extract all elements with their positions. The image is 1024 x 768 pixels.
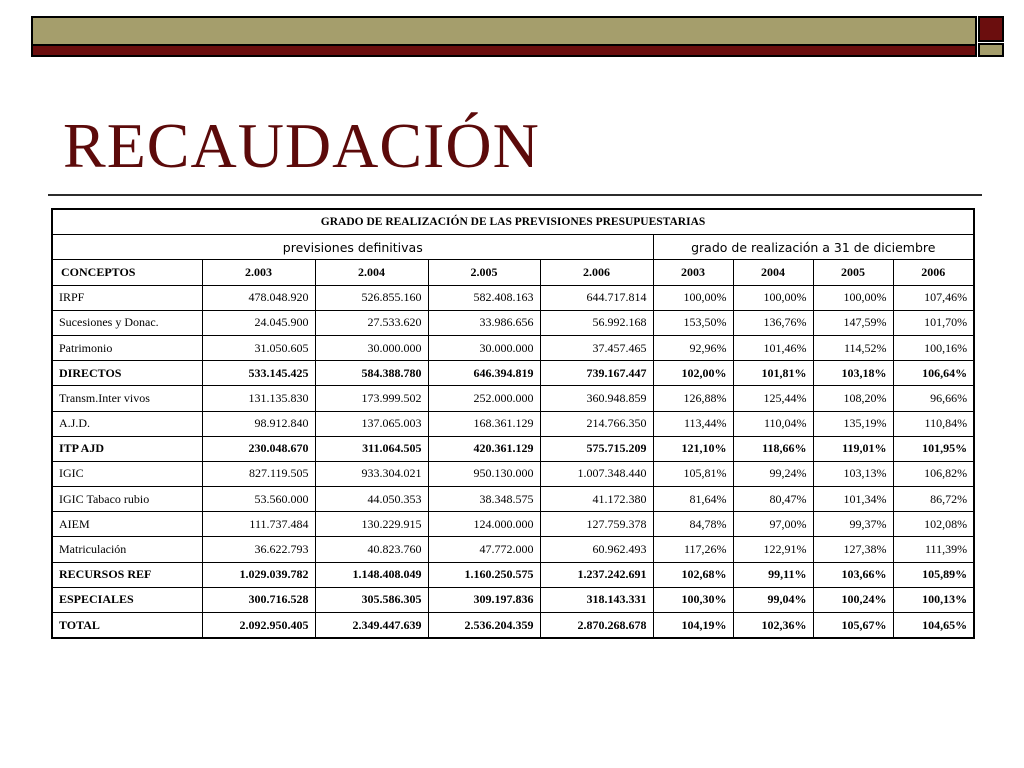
table-cell: 173.999.502 (315, 386, 428, 411)
table-cell: 44.050.353 (315, 487, 428, 512)
table-cell: 99,11% (733, 562, 813, 587)
column-header: 2003 (653, 260, 733, 285)
table-cell: 47.772.000 (428, 537, 540, 562)
table-cell: 100,00% (733, 285, 813, 310)
group-header-previsiones: previsiones definitivas (52, 235, 653, 260)
table-cell: 950.130.000 (428, 461, 540, 486)
row-concept: Matriculación (52, 537, 202, 562)
table-cell: 31.050.605 (202, 335, 315, 360)
table-cell: 125,44% (733, 386, 813, 411)
table-cell: 136,76% (733, 310, 813, 335)
table-cell: 103,13% (813, 461, 893, 486)
table-cell: 27.533.620 (315, 310, 428, 335)
table-cell: 126,88% (653, 386, 733, 411)
table-cell: 122,91% (733, 537, 813, 562)
table-cell: 119,01% (813, 436, 893, 461)
table-cell: 98.912.840 (202, 411, 315, 436)
table-cell: 214.766.350 (540, 411, 653, 436)
table-cell: 99,04% (733, 587, 813, 612)
row-concept: TOTAL (52, 613, 202, 639)
table-cell: 309.197.836 (428, 587, 540, 612)
table-cell: 99,24% (733, 461, 813, 486)
table-cell: 81,64% (653, 487, 733, 512)
table-cell: 533.145.425 (202, 361, 315, 386)
table-cell: 147,59% (813, 310, 893, 335)
column-header: 2006 (893, 260, 974, 285)
table-cell: 24.045.900 (202, 310, 315, 335)
table-cell: 933.304.021 (315, 461, 428, 486)
table-cell: 1.029.039.782 (202, 562, 315, 587)
row-concept: DIRECTOS (52, 361, 202, 386)
table-cell: 360.948.859 (540, 386, 653, 411)
table-cell: 30.000.000 (428, 335, 540, 360)
table-cell: 739.167.447 (540, 361, 653, 386)
column-header: 2005 (813, 260, 893, 285)
table-cell: 110,84% (893, 411, 974, 436)
table-cell: 60.962.493 (540, 537, 653, 562)
group-header-grado: grado de realización a 31 de diciembre (653, 235, 974, 260)
table-row (52, 361, 974, 386)
table-cell: 137.065.003 (315, 411, 428, 436)
table-cell: 1.007.348.440 (540, 461, 653, 486)
table-cell: 41.172.380 (540, 487, 653, 512)
header-olive-band (33, 18, 975, 44)
table-cell: 100,16% (893, 335, 974, 360)
table-cell: 318.143.331 (540, 587, 653, 612)
table-cell: 114,52% (813, 335, 893, 360)
table-cell: 105,67% (813, 613, 893, 639)
table-cell: 101,70% (893, 310, 974, 335)
table-cell: 96,66% (893, 386, 974, 411)
row-concept: Patrimonio (52, 335, 202, 360)
table-cell: 300.716.528 (202, 587, 315, 612)
table-cell: 102,36% (733, 613, 813, 639)
table-cell: 36.622.793 (202, 537, 315, 562)
column-header: 2.005 (428, 260, 540, 285)
table-cell: 2.536.204.359 (428, 613, 540, 639)
row-concept: IRPF (52, 285, 202, 310)
column-header: 2.004 (315, 260, 428, 285)
table-row (52, 335, 974, 360)
table-cell: 1.148.408.049 (315, 562, 428, 587)
column-header: 2.006 (540, 260, 653, 285)
table-cell: 111,39% (893, 537, 974, 562)
table-cell: 101,81% (733, 361, 813, 386)
row-concept: ESPECIALES (52, 587, 202, 612)
row-concept: Transm.Inter vivos (52, 386, 202, 411)
table-cell: 104,65% (893, 613, 974, 639)
table-row (52, 386, 974, 411)
table-row (52, 285, 974, 310)
table-cell: 101,34% (813, 487, 893, 512)
table-cell: 131.135.830 (202, 386, 315, 411)
table-row (52, 411, 974, 436)
table-cell: 252.000.000 (428, 386, 540, 411)
table-cell: 117,26% (653, 537, 733, 562)
table-row (52, 613, 974, 639)
row-concept: A.J.D. (52, 411, 202, 436)
table-cell: 100,00% (813, 285, 893, 310)
table-cell: 110,04% (733, 411, 813, 436)
table-cell: 111.737.484 (202, 512, 315, 537)
table-cell: 108,20% (813, 386, 893, 411)
table-cell: 102,68% (653, 562, 733, 587)
row-concept: IGIC (52, 461, 202, 486)
table-cell: 84,78% (653, 512, 733, 537)
table-cell: 100,13% (893, 587, 974, 612)
table-cell: 584.388.780 (315, 361, 428, 386)
table-cell: 105,89% (893, 562, 974, 587)
table-title-row (52, 209, 974, 235)
table-cell: 99,37% (813, 512, 893, 537)
table-cell: 526.855.160 (315, 285, 428, 310)
table-cell: 420.361.129 (428, 436, 540, 461)
table-title: GRADO DE REALIZACIÓN DE LAS PREVISIONES PRESUPUESTARIAS (52, 209, 974, 235)
table-cell: 127,38% (813, 537, 893, 562)
table-cell: 646.394.819 (428, 361, 540, 386)
table-cell: 86,72% (893, 487, 974, 512)
corner-square-olive (978, 43, 1004, 57)
table-row (52, 562, 974, 587)
table-cell: 33.986.656 (428, 310, 540, 335)
corner-square-maroon (978, 16, 1004, 42)
table-row (52, 310, 974, 335)
table-cell: 102,08% (893, 512, 974, 537)
table-row (52, 512, 974, 537)
table-cell: 30.000.000 (315, 335, 428, 360)
table-cell: 230.048.670 (202, 436, 315, 461)
table-cell: 92,96% (653, 335, 733, 360)
budget-table (51, 208, 975, 639)
table-cell: 101,95% (893, 436, 974, 461)
table-cell: 101,46% (733, 335, 813, 360)
column-header: 2.003 (202, 260, 315, 285)
table-cell: 107,46% (893, 285, 974, 310)
table-cell: 2.349.447.639 (315, 613, 428, 639)
table-row (52, 487, 974, 512)
table-cell: 575.715.209 (540, 436, 653, 461)
row-concept: Sucesiones y Donac. (52, 310, 202, 335)
table-cell: 2.092.950.405 (202, 613, 315, 639)
table-cell: 105,81% (653, 461, 733, 486)
table-cell: 121,10% (653, 436, 733, 461)
table-cell: 103,66% (813, 562, 893, 587)
table-cell: 106,82% (893, 461, 974, 486)
table-row (52, 537, 974, 562)
row-concept: AIEM (52, 512, 202, 537)
table-cell: 305.586.305 (315, 587, 428, 612)
table-cell: 113,44% (653, 411, 733, 436)
table-cell: 130.229.915 (315, 512, 428, 537)
row-concept: ITP AJD (52, 436, 202, 461)
row-concept: RECURSOS REF (52, 562, 202, 587)
table-cell: 37.457.465 (540, 335, 653, 360)
column-header: 2004 (733, 260, 813, 285)
table-cell: 80,47% (733, 487, 813, 512)
table-cell: 124.000.000 (428, 512, 540, 537)
table-cell: 56.992.168 (540, 310, 653, 335)
table-cell: 53.560.000 (202, 487, 315, 512)
table-cell: 97,00% (733, 512, 813, 537)
table-cell: 2.870.268.678 (540, 613, 653, 639)
table-row (52, 461, 974, 486)
table-cell: 1.237.242.691 (540, 562, 653, 587)
table-cell: 135,19% (813, 411, 893, 436)
table-cell: 100,24% (813, 587, 893, 612)
table-cell: 644.717.814 (540, 285, 653, 310)
table-cell: 153,50% (653, 310, 733, 335)
table-cell: 103,18% (813, 361, 893, 386)
table-cell: 127.759.378 (540, 512, 653, 537)
table-cell: 118,66% (733, 436, 813, 461)
header-maroon-band (33, 44, 975, 55)
table-cell: 478.048.920 (202, 285, 315, 310)
column-header-row (52, 260, 974, 285)
group-header-row (52, 235, 974, 260)
table-cell: 106,64% (893, 361, 974, 386)
table-cell: 102,00% (653, 361, 733, 386)
title-underline (48, 194, 982, 196)
table-cell: 168.361.129 (428, 411, 540, 436)
table-cell: 40.823.760 (315, 537, 428, 562)
table-cell: 100,00% (653, 285, 733, 310)
table-cell: 1.160.250.575 (428, 562, 540, 587)
header-decorative-bar (31, 16, 977, 57)
column-header: CONCEPTOS (52, 260, 202, 285)
table-body (52, 209, 974, 638)
table-cell: 311.064.505 (315, 436, 428, 461)
table-cell: 38.348.575 (428, 487, 540, 512)
table-cell: 104,19% (653, 613, 733, 639)
table-cell: 100,30% (653, 587, 733, 612)
table-row (52, 436, 974, 461)
table-cell: 582.408.163 (428, 285, 540, 310)
table-cell: 827.119.505 (202, 461, 315, 486)
table-row (52, 587, 974, 612)
slide-title: RECAUDACIÓN (63, 110, 540, 181)
row-concept: IGIC Tabaco rubio (52, 487, 202, 512)
